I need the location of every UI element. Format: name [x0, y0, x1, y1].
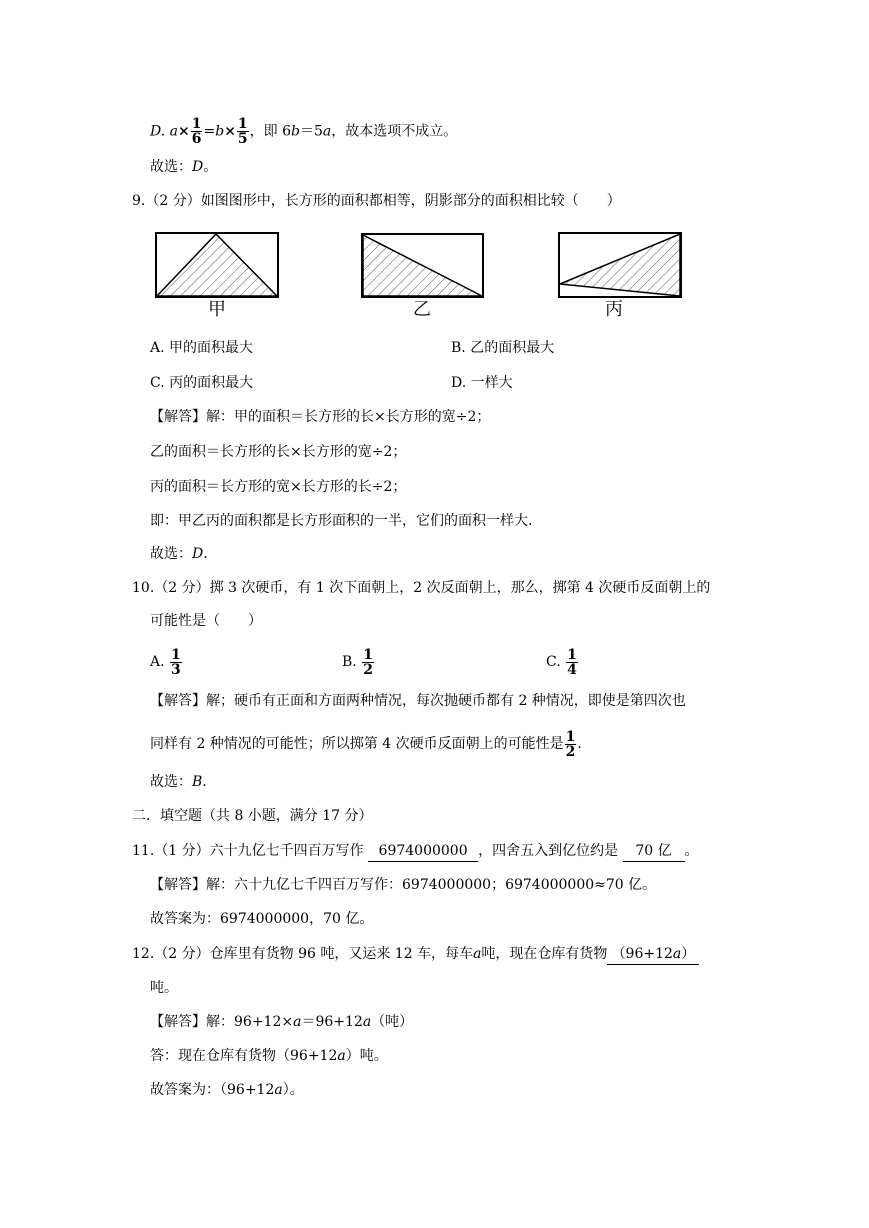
q9-stem: 9.（2 分）如图图形中，长方形的面积都相等，阴影部分的面积相比较（ ）: [132, 193, 621, 209]
shaded-triangle: [157, 234, 277, 296]
q9-option-a: A. 甲的面积最大: [150, 340, 254, 356]
q12-solution: 【解答】解：96+12×a＝96+12a（吨）: [150, 1014, 414, 1030]
fraction-one-third: $\frac{1}{3}$: [171, 646, 181, 678]
q12-reply: 答：现在仓库有货物（96+12a）吨。: [150, 1048, 388, 1064]
solution-tag: 【解答】: [150, 693, 206, 709]
q8-option-d-line: D. a× $\frac{1}{6}$ =b× $\frac{1}{5}$ ，即 6b＝5a，故本选项不成立。: [150, 116, 458, 147]
q9-solution-line-3: 丙的面积＝长方形的宽×长方形的长÷2；: [150, 479, 407, 495]
q12-stem-line-2: 吨。: [150, 980, 178, 996]
equals-sign: =: [203, 123, 216, 140]
q9-option-b: B. 乙的面积最大: [451, 340, 555, 356]
q10-solution-line-1: 【解答】解；硬币有正面和方面两种情况，每次抛硬币都有 2 种情况，即使是第四次也: [150, 693, 686, 709]
section-heading: 二．填空题（共 8 小题，满分 17 分）: [132, 808, 373, 824]
var-a: a: [169, 123, 178, 140]
q9-solution-line-4: 即：甲乙丙的面积都是长方形面积的一半，它们的面积一样大.: [150, 513, 533, 529]
answer-blank: （96+12a）: [607, 944, 699, 965]
fraction-one-half: $\frac{1}{2}$: [565, 728, 576, 760]
q8-answer: 故选：D。: [150, 159, 218, 175]
fraction-one-half: $\frac{1}{2}$: [363, 646, 373, 678]
q11-stem: 11.（1 分）六十九亿七千四百万写作 6974000000 ，四舍五入到亿位约是 70 亿 。: [132, 841, 699, 862]
q11-answer: 故答案为：6974000000，70 亿。: [150, 911, 374, 927]
figure-bing: [558, 232, 682, 298]
q9-solution-line-2: 乙的面积＝长方形的长×长方形的宽÷2；: [150, 444, 407, 460]
q10-option-c: C. $\frac{1}{4}$: [546, 646, 577, 678]
fraction-one-sixth: $\frac{1}{6}$: [191, 116, 202, 147]
figure-label-jia: 甲: [208, 299, 226, 320]
q12-answer: 故答案为：（96+12a）。: [150, 1082, 304, 1098]
q10-solution-line-2: 同样有 2 种情况的可能性；所以掷第 4 次硬币反面朝上的可能性是 $\frac{1}{2}$ .: [150, 728, 582, 760]
q9-answer: 故选：D.: [150, 546, 208, 562]
fraction-one-quarter: $\frac{1}{4}$: [567, 646, 577, 678]
answer-blank-1: 6974000000: [368, 841, 478, 862]
fraction-one-fifth: $\frac{1}{5}$: [237, 116, 248, 147]
answer-blank-2: 70 亿: [623, 841, 685, 862]
solution-tag: 【解答】: [150, 409, 206, 425]
q10-answer: 故选：B.: [150, 774, 207, 790]
q10-option-b: B. $\frac{1}{2}$: [342, 646, 373, 678]
option-letter: D.: [150, 123, 166, 140]
q12-stem-line-1: 12.（2 分）仓库里有货物 96 吨，又运来 12 车，每车a吨，现在仓库有货物 （96+12a）: [132, 944, 699, 965]
figure-jia: [155, 232, 279, 298]
q9-option-c: C. 丙的面积最大: [150, 375, 254, 391]
times-sign: ×: [178, 123, 190, 140]
figure-label-yi: 乙: [413, 299, 431, 320]
figure-yi: [361, 233, 484, 298]
q9-option-d: D. 一样大: [451, 375, 513, 391]
var-b: b: [215, 123, 225, 140]
q10-stem-line-2: 可能性是（ ）: [150, 613, 262, 629]
figure-label-bing: 丙: [605, 299, 623, 320]
times-sign: ×: [224, 123, 236, 140]
q10-option-a: A. $\frac{1}{3}$: [150, 646, 181, 678]
q10-stem-line-1: 10.（2 分）掷 3 次硬币，有 1 次下面朝上，2 次反面朝上，那么，掷第 4 次硬币反面朝上的: [132, 580, 711, 596]
shaded-triangle: [560, 234, 680, 296]
solution-tag: 【解答】: [150, 877, 206, 893]
q9-solution-line-1: 【解答】解：甲的面积＝长方形的长×长方形的宽÷2；: [150, 409, 491, 425]
shaded-triangle: [363, 235, 482, 296]
q11-solution: 【解答】解：六十九亿七千四百万写作：6974000000；6974000000≈70 亿。: [150, 877, 657, 893]
solution-tag: 【解答】: [150, 1014, 206, 1030]
